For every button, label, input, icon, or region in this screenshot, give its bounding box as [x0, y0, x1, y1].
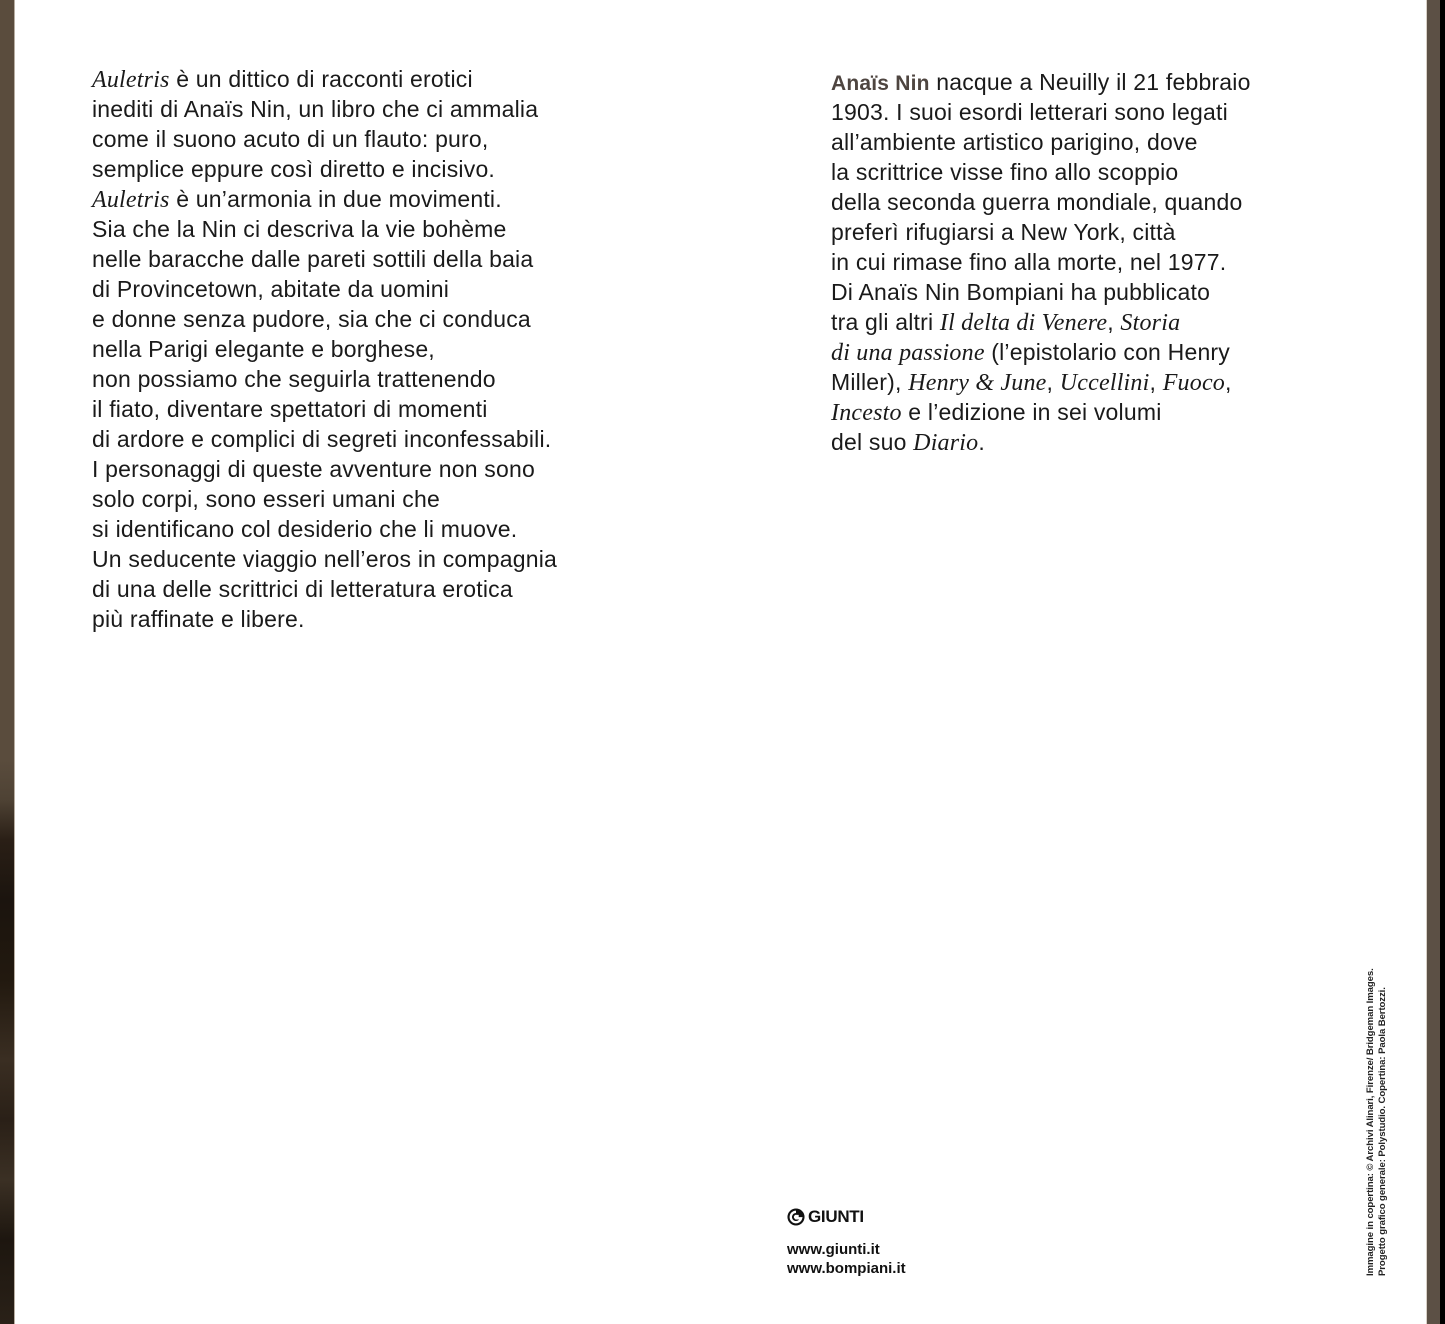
publisher-name: GIUNTI — [808, 1207, 864, 1226]
blurb-line: di ardore e complici di segreti inconfessabili. — [92, 426, 552, 452]
outer-border — [1440, 0, 1445, 1324]
blurb-line: di Provincetown, abitate da uomini — [92, 276, 450, 302]
cover-edge-right — [1426, 0, 1441, 1324]
book-title: Uccellini — [1059, 370, 1150, 396]
blurb-line: Un seducente viaggio nell’eros in compagnia — [92, 546, 558, 572]
book-title: Storia — [1120, 310, 1181, 336]
blurb-line: solo corpi, sono esseri umani che — [92, 486, 440, 512]
bio-line: della seconda guerra mondiale, quando — [831, 189, 1243, 215]
bio-line: Miller), Henry & June, Uccellini, Fuoco, — [831, 369, 1232, 396]
blurb-line: non possiamo che seguirla trattenendo — [92, 366, 496, 392]
book-title: Diario — [913, 430, 979, 456]
book-title: di una passione — [831, 340, 985, 366]
bio-line: preferì rifugiarsi a New York, città — [831, 219, 1176, 245]
blurb-line: si identificano col desiderio che li muove. — [92, 516, 518, 542]
book-title: Henry & June — [908, 370, 1047, 396]
publisher-logo — [787, 1205, 906, 1229]
url-giunti[interactable]: www.giunti.it — [787, 1241, 880, 1258]
blurb-line: come il suono acuto di un flauto: puro, — [92, 126, 489, 152]
giunti-g-logo-icon — [787, 1208, 805, 1226]
credit-line-cover-image: Immagine in copertina: © Archivi Alinari, Firenze/ Bridgeman Images. — [1365, 968, 1376, 1276]
image-credits — [1365, 968, 1389, 1276]
blurb-line: il fiato, diventare spettatori di momenti — [92, 396, 488, 422]
blurb-line: Auletris è un’armonia in due movimenti. — [92, 186, 502, 213]
cover-edge-left — [0, 0, 15, 1324]
blurb-line: più raffinate e libere. — [92, 606, 305, 632]
publisher-block — [787, 1205, 906, 1278]
blurb-line: Auletris è un dittico di racconti erotici — [92, 66, 473, 93]
blurb-line: Sia che la Nin ci descriva la vie bohème — [92, 216, 507, 242]
bio-line: all’ambiente artistico parigino, dove — [831, 129, 1198, 155]
book-title: Il delta di Venere — [939, 310, 1108, 336]
bio-line: in cui rimase fino alla morte, nel 1977. — [831, 249, 1227, 275]
blurb-line: nella Parigi elegante e borghese, — [92, 336, 435, 362]
url-bompiani[interactable]: www.bompiani.it — [787, 1260, 906, 1277]
bio-line: Incesto e l’edizione in sei volumi — [831, 399, 1162, 426]
blurb-line: semplice eppure così diretto e incisivo. — [92, 156, 496, 182]
bio-line: tra gli altri Il delta di Venere, Storia — [831, 309, 1181, 336]
bio-line: Anaïs Nin nacque a Neuilly il 21 febbraio — [831, 69, 1251, 95]
blurb-line: e donne senza pudore, sia che ci conduca — [92, 306, 531, 332]
blurb-text — [92, 64, 557, 634]
credit-line-design: Progetto grafico generale: Polystudio. Copertina: Paola Bertozzi. — [1377, 987, 1388, 1276]
bio-line: del suo Diario. — [831, 429, 985, 456]
publisher-urls — [787, 1240, 906, 1278]
blurb-line: nelle baracche dalle pareti sottili della baia — [92, 246, 534, 272]
bio-line: di una passione (l’epistolario con Henry — [831, 339, 1230, 366]
blurb-line: inediti di Anaïs Nin, un libro che ci ammalia — [92, 96, 539, 122]
bio-line: Di Anaïs Nin Bompiani ha pubblicato — [831, 279, 1211, 305]
bio-line: 1903. I suoi esordi letterari sono legati — [831, 99, 1228, 125]
book-title: Fuoco — [1162, 370, 1225, 396]
author-bio — [831, 67, 1251, 457]
author-name: Anaïs Nin — [831, 72, 930, 95]
blurb-line: di una delle scrittrici di letteratura erotica — [92, 576, 513, 602]
blurb-line: I personaggi di queste avventure non sono — [92, 456, 535, 482]
book-title: Incesto — [831, 400, 902, 426]
bio-line: la scrittrice visse fino allo scoppio — [831, 159, 1179, 185]
